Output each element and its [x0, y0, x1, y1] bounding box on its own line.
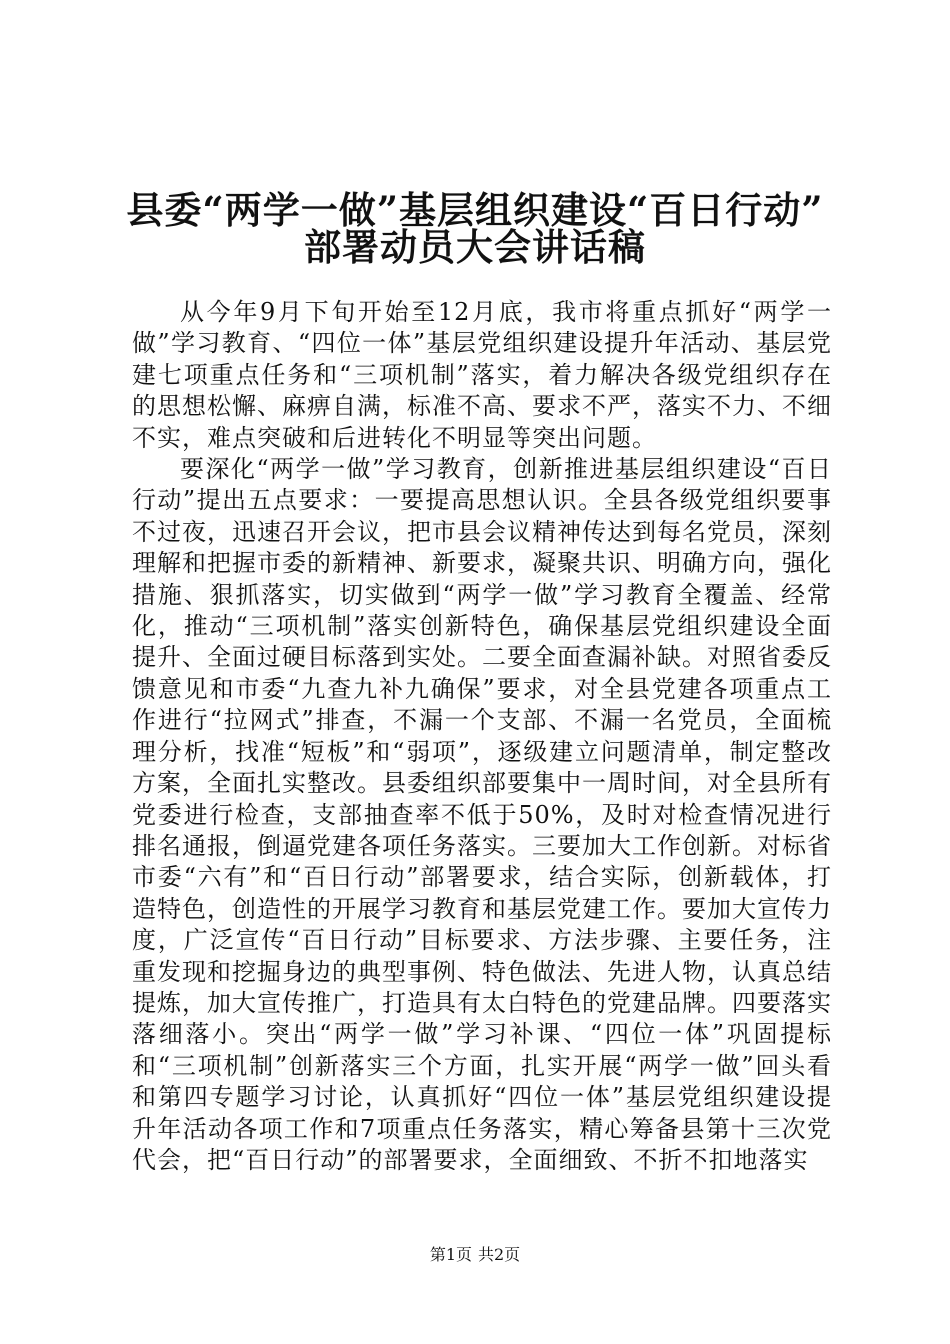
page-footer [0, 1245, 950, 1265]
document-body [132, 297, 832, 1176]
page-number: 第1页 [429, 1245, 472, 1264]
page-total: 共2页 [478, 1245, 521, 1264]
document-title-line1: 县委“两学一做”基层组织建设“百日行动” [126, 188, 824, 232]
document-title-line2: 部署动员大会讲话稿 [304, 225, 646, 269]
paragraph-2: 要深化“两学一做”学习教育，创新推进基层组织建设“百日行动”提出五点要求：一要提高思想认识。全县各级党组织要事不过夜，迅速召开会议，把市县会议精神传达到每名党员，深刻理解和把握市委的新精神、新要求，凝聚共识、明确方向，强化措施、狠抓落实，切实做到“两学一做”学习教育全覆盖、经常化，推动“三项机制”落实创新特色，确保基层党组织建设全面提升、全面过硬目标落到实处。二要全面查漏补缺。对照省委反馈意见和市委“九查九补九确保”要求，对全县党建各项重点工作进行“拉网式”排查，不漏一个支部、不漏一名党员，全面梳理分析，找准“短板”和“弱项”，逐级建立问题清单，制定整改方案，全面扎实整改。县委组织部要集中一周时间，对全县所有党委进行检查，支部抽查率不低于50%，及时对检查情况进行排名通报，倒逼党建各项任务落实。三要加大工作创新。对标省市委“六有”和“百日行动”部署要求，结合实际，创新载体，打造特色，创造性的开展学习教育和基层党建工作。要加大宣传力度，广泛宣传“百日行动”目标要求、方法步骤、主要任务，注重发现和挖掘身边的典型事例、特色做法、先进人物，认真总结提炼，加大宣传推广，打造具有太白特色的党建品牌。四要落实落细落小。突出“两学一做”学习补课、“四位一体”巩固提标和“三项机制”创新落实三个方面，扎实开展“两学一做”回头看和第四专题学习讨论，认真抓好“四位一体”基层党组织建设提升年活动各项工作和7项重点任务落实，精心筹备县第十三次党代会，把“百日行动”的部署要求，全面细致、不折不扣地落实 [132, 455, 832, 1174]
paragraph-1: 从今年9月下旬开始至12月底，我市将重点抓好“两学一做”学习教育、“四位一体”基层党组织建设提升年活动、基层党建七项重点任务和“三项机制”落实，着力解决各级党组织存在的思想松懈、麻痹自满，标准不高、要求不严，落实不力、不细不实，难点突破和后进转化不明显等突出问题。 [132, 298, 832, 452]
